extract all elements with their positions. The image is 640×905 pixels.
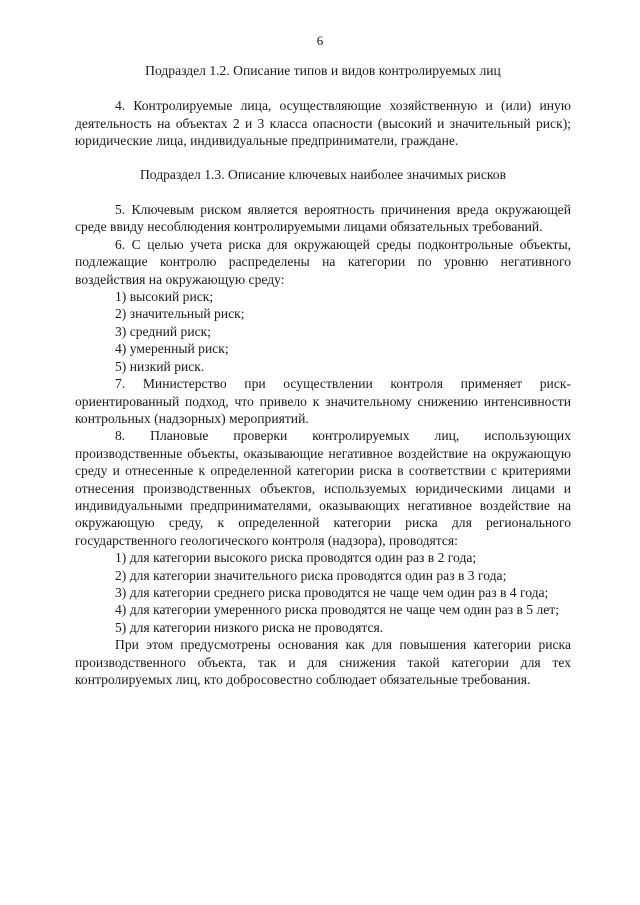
paragraph-5: 5. Ключевым риском является вероятность причинения вреда окружающей среде ввиду несоблюдения контролируемыми лицами обязательных требований.	[75, 202, 571, 235]
section-heading-1-3: Подраздел 1.3. Описание ключевых наиболее значимых рисков	[139, 166, 506, 182]
inspection-rule-list	[75, 549, 571, 636]
inspection-rule-item: 1) для категории высокого риска проводятся один раз в 2 года;	[115, 550, 477, 566]
inspection-rule-item: 4) для категории умеренного риска проводятся не чаще чем один раз в 5 лет;	[115, 602, 560, 618]
section-heading-1-2: Подраздел 1.2. Описание типов и видов контролируемых лиц	[145, 63, 501, 78]
paragraph-6: 6. С целью учета риска для окружающей среды подконтрольные объекты, подлежащие контролю распределены на категории по уровню негативного воздействия на окружающую среду:	[75, 236, 571, 287]
paragraph-7: 7. Министерство при осуществлении контроля применяет риск-ориентированный подход, что привело к значительному снижению интенсивности контрольных (надзорных) мероприятий.	[75, 376, 571, 426]
risk-level-item: 5) низкий риск.	[115, 358, 205, 374]
risk-level-item: 3) средний риск;	[115, 323, 212, 339]
inspection-rule-item: 3) для категории среднего риска проводятся не чаще чем один раз в 4 года;	[115, 584, 549, 600]
paragraph-final: При этом предусмотрены основания как для повышения категории риска производственного объекта, так и для снижения такой категории для тех контролируемых лиц, кто добросовестно соблюдает обязательные требования.	[75, 637, 571, 687]
paragraph-8: 8. Плановые проверки контролируемых лиц, использующих производственные объекты, оказывающие негативное воздействие на окружающую среду и отнесенные к определенной категории риска в соответствии с критериями отнесения производственных объектов, используемых юридическими лицами и индивидуальными предпринимателями, оказывающих негативное воздействие на окружающую среду, к определенной категории риска для регионального государственного геологического контроля (надзора), проводятся:	[75, 428, 571, 548]
paragraph-4: 4. Контролируемые лица, осуществляющие хозяйственную и (или) иную деятельность на объектах 2 и 3 класса опасности (высокий и значительный риск); юридические лица, индивидуальные предприниматели, граждане.	[75, 98, 571, 149]
risk-level-item: 4) умеренный риск;	[115, 341, 229, 357]
risk-level-item: 1) высокий риск;	[115, 289, 214, 305]
inspection-rule-item: 2) для категории значительного риска проводятся один раз в 3 года;	[115, 567, 507, 583]
document-body	[75, 62, 571, 688]
risk-level-list	[75, 288, 571, 375]
inspection-rule-item: 5) для категории низкого риска не проводятся.	[115, 619, 384, 635]
page-number: 6	[316, 33, 324, 48]
risk-level-item: 2) значительный риск;	[115, 306, 245, 322]
